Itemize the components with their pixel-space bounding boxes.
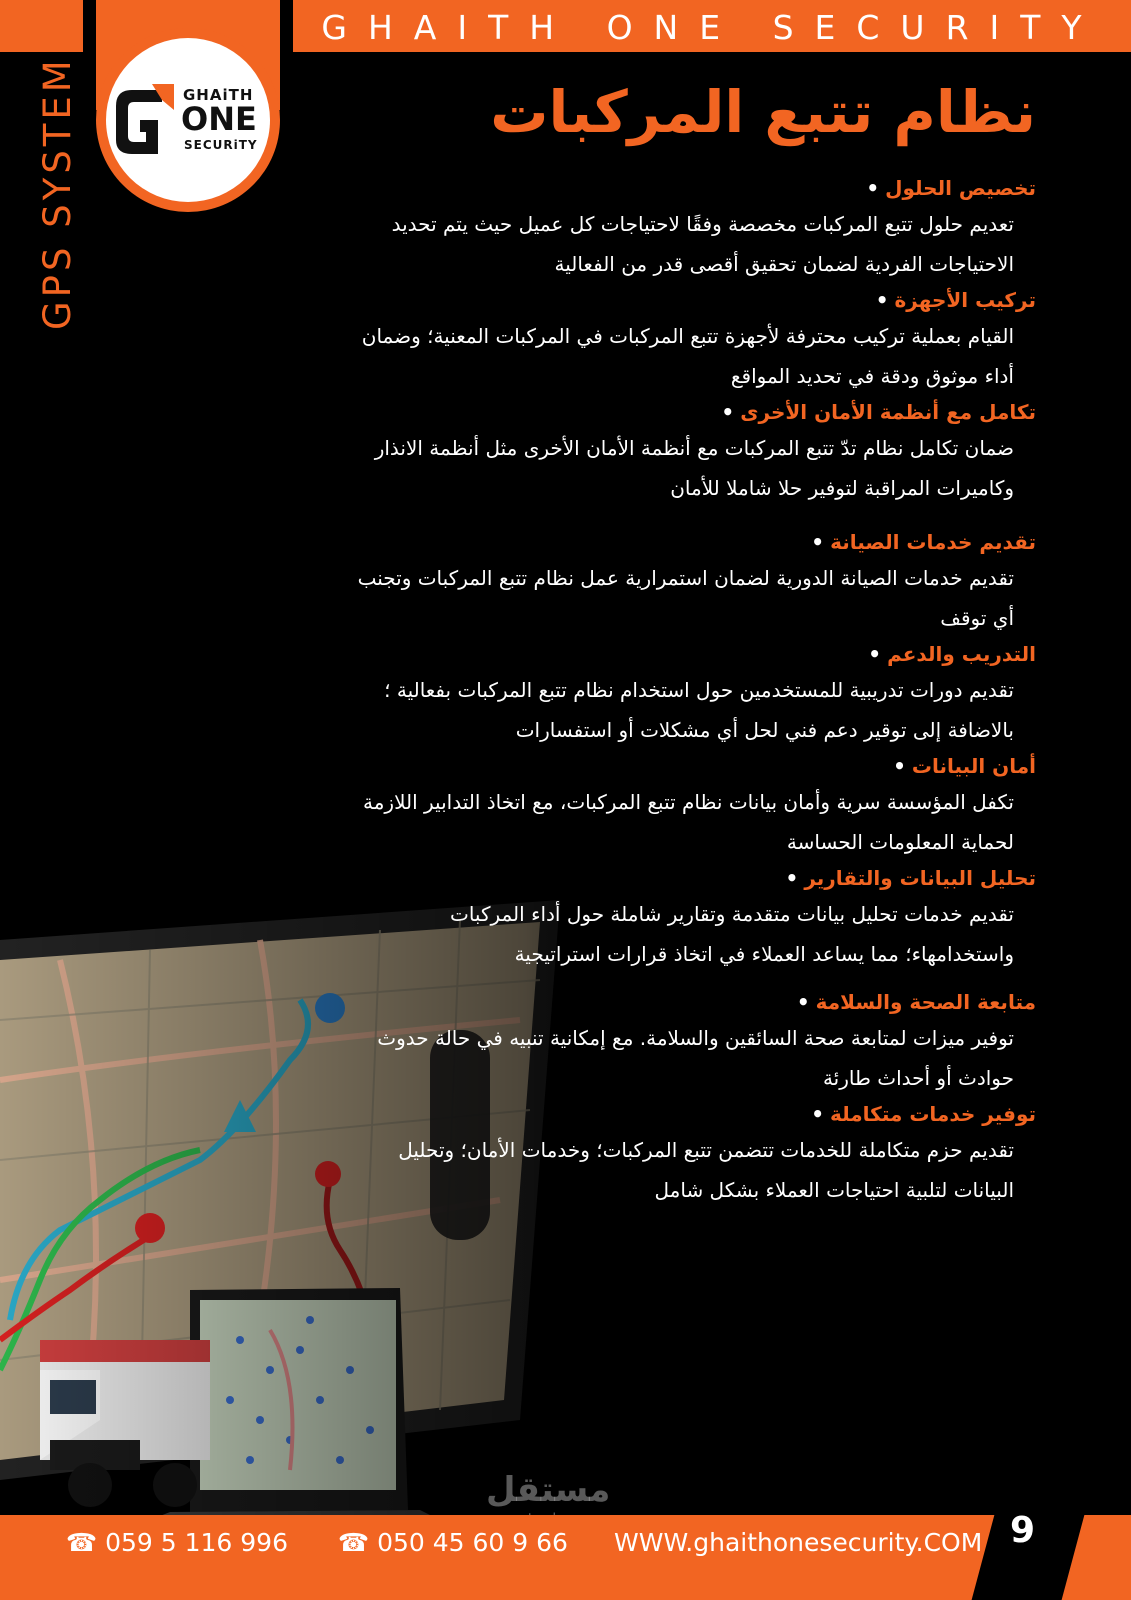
website-link[interactable]: WWW.ghaithonesecurity.COM <box>614 1528 983 1557</box>
section-heading: متابعة الصحة والسلامة • <box>336 986 1036 1018</box>
top-left-accent-bar <box>0 0 83 52</box>
logo-g-icon <box>112 80 176 158</box>
banner-title: GHAITH ONE SECURITY <box>321 8 1103 47</box>
section-heading: تركيب الأجهزة • <box>336 284 1036 316</box>
section-heading: تخصيص الحلول • <box>336 172 1036 204</box>
phone-icon: ☎ <box>338 1528 378 1557</box>
section-heading: تحليل البيانات والتقارير • <box>336 862 1036 894</box>
page-title: نظام تتبع المركبات <box>490 78 1036 146</box>
section-body: القيام بعملية تركيب محترفة لأجهزة تتبع المركبات في المركبات المعنية؛ وضمان أداء موثوق ودقة في تحديد المواقع <box>361 324 1014 388</box>
phone-2-number: 050 45 60 9 66 <box>377 1528 568 1557</box>
logo-text-line3: SECURiTY <box>184 138 258 152</box>
section-body: تقديم خدمات الصيانة الدورية لضمان استمرارية عمل نظام تتبع المركبات وتجنب أي توقف <box>357 566 1014 630</box>
section-body: تكفل المؤسسة سرية وأمان بيانات نظام تتبع المركبات، مع اتخاذ التدابير اللازمة لحماية المعلومات الحساسة <box>362 790 1014 854</box>
phone-2[interactable] <box>338 1528 568 1557</box>
service-security-integration <box>336 396 1036 508</box>
services-list <box>336 172 1036 1210</box>
service-data-security <box>336 750 1036 862</box>
bottom-left-accent <box>0 1515 45 1600</box>
service-maintenance <box>336 526 1036 638</box>
service-device-installation <box>336 284 1036 396</box>
section-heading: تقديم خدمات الصيانة • <box>336 526 1036 558</box>
section-heading: تكامل مع أنظمة الأمان الأخرى • <box>336 396 1036 428</box>
service-data-analysis <box>336 862 1036 974</box>
section-body: ضمان تكامل نظام تدّ تتبع المركبات مع أنظمة الأمان الأخرى مثل أنظمة الانذار وكاميرات المراقبة لتوفير حلا شاملا للأمان <box>374 436 1014 500</box>
side-label: GPS SYSTEM <box>36 56 79 330</box>
section-body: تقديم دورات تدريبية للمستخدمين حول استخدام نظام تتبع المركبات بفعالية ؛ بالاضافة إلى توقير دعم فني لحل أي مشكلات أو استفسارات <box>384 678 1014 742</box>
section-body: تقديم حزم متكاملة للخدمات تتضمن تتبع المركبات؛ وخدمات الأمان؛ وتحليل البيانات لتلبية احتياجات العملاء بشكل شامل <box>398 1138 1014 1202</box>
section-body: تقديم خدمات تحليل بيانات متقدمة وتقارير شاملة حول أداء المركبات واستخدامهاء؛ مما يساعد العملاء في اتخاذ قرارات استراتيجية <box>449 902 1014 966</box>
phone-1-number: 059 5 116 996 <box>105 1528 288 1557</box>
service-custom-solutions <box>336 172 1036 284</box>
service-training-support <box>336 638 1036 750</box>
section-heading: أمان البيانات • <box>336 750 1036 782</box>
phone-1[interactable] <box>66 1528 288 1557</box>
section-body: تعديم حلول تتبع المركبات مخصصة وفقًا لاحتياجات كل عميل حيث يتم تحديد الاحتياجات الفردية لضمان تحقيق أقصى قدر من الفعالية <box>391 212 1014 276</box>
watermark: مستقل <box>486 1470 611 1510</box>
logo-text-line2: ONE <box>181 100 257 138</box>
section-body: توفير ميزات لمتابعة صحة السائقين والسلامة. مع إمكانية تنبيه في حالة حدوث حوادث أو أحداث طارئة <box>377 1026 1014 1090</box>
section-heading: توفير خدمات متكاملة • <box>336 1098 1036 1130</box>
page-number: 9 <box>1010 1510 1036 1551</box>
section-heading: التدريب والدعم • <box>336 638 1036 670</box>
top-banner <box>293 0 1131 52</box>
service-health-safety <box>336 986 1036 1098</box>
phone-icon: ☎ <box>66 1528 106 1557</box>
service-integrated <box>336 1098 1036 1210</box>
logo-text-line1: GHAiTH <box>183 86 254 104</box>
